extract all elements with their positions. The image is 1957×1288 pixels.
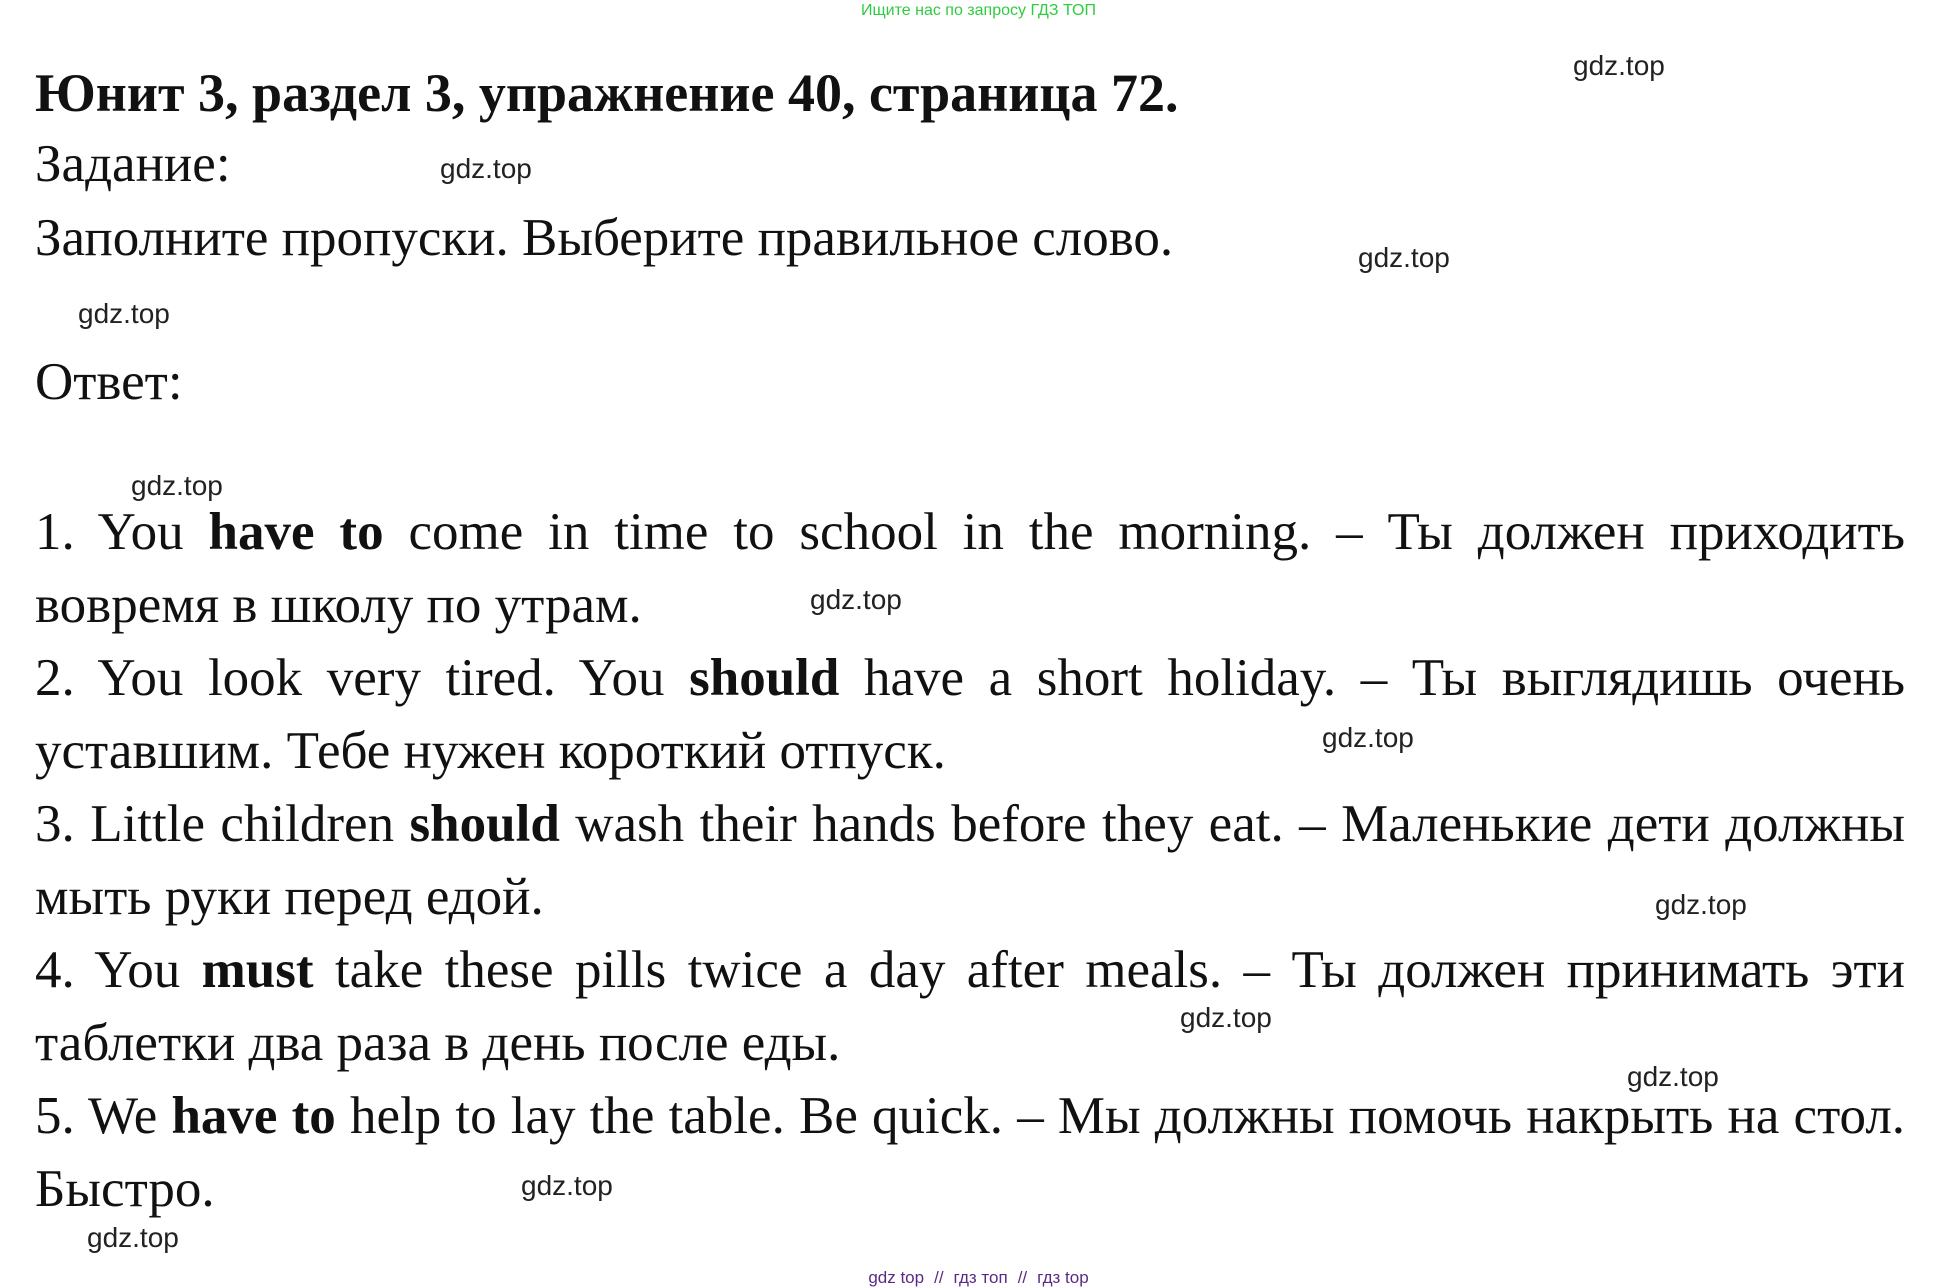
watermark: gdz.top xyxy=(1358,242,1450,273)
answer-highlight: should xyxy=(409,795,560,853)
watermark: gdz.top xyxy=(1180,1002,1272,1033)
footer-link-3[interactable]: гдз top xyxy=(1037,1268,1089,1287)
answer-text-before: You xyxy=(97,503,184,561)
answer-text-before: We xyxy=(87,1087,158,1145)
footer-link-1[interactable]: gdz top xyxy=(868,1268,925,1287)
answer-item-3 xyxy=(35,788,1905,934)
answer-item-5 xyxy=(35,1080,1905,1226)
answer-item-4 xyxy=(35,934,1905,1080)
watermark: gdz.top xyxy=(131,470,223,501)
watermark: gdz.top xyxy=(810,584,902,615)
footer-link-2[interactable]: гдз топ xyxy=(953,1268,1008,1287)
answer-highlight: have to xyxy=(171,1087,336,1145)
answer-text-after: take these pills twice a day after meals. – Ты должен принимать эти таблетки два раза в день после еды. xyxy=(35,941,1905,1072)
footer-separator: // xyxy=(934,1268,944,1287)
page-title: Юнит 3, раздел 3, упражнение 40, страница 72. xyxy=(35,63,1179,123)
answer-highlight: have to xyxy=(208,503,384,561)
watermark: gdz.top xyxy=(1627,1061,1719,1092)
answer-number: 5. xyxy=(35,1087,75,1145)
answer-number: 2. xyxy=(35,649,75,707)
answer-number: 1. xyxy=(35,503,75,561)
watermark: gdz.top xyxy=(1573,50,1665,81)
answer-text-after: have a short holiday. – Ты выглядишь очень уставшим. Тебе нужен короткий отпуск. xyxy=(35,649,1905,780)
answer-highlight: should xyxy=(689,649,840,707)
task-text: Заполните пропуски. Выберите правильное слово. xyxy=(35,209,1174,267)
task-label: Задание: xyxy=(35,135,231,193)
answer-list xyxy=(35,496,1905,1226)
answer-text-after: help to lay the table. Be quick. – Мы должны помочь накрыть на стол. Быстро. xyxy=(35,1087,1906,1218)
footer-separator: // xyxy=(1017,1268,1028,1287)
watermark: gdz.top xyxy=(1322,722,1414,753)
answer-text-before: Little children xyxy=(90,795,395,853)
answer-text-before: You look very tired. You xyxy=(97,649,665,707)
watermark: gdz.top xyxy=(87,1222,179,1253)
watermark: gdz.top xyxy=(78,298,170,329)
answer-item-1 xyxy=(35,496,1905,642)
answer-number: 4. xyxy=(35,941,75,999)
footer-links xyxy=(0,1268,1957,1288)
watermark: gdz.top xyxy=(521,1170,613,1201)
answer-number: 3. xyxy=(35,795,75,853)
answer-label: Ответ: xyxy=(35,353,183,411)
search-banner: Ищите нас по запросу ГДЗ ТОП xyxy=(861,2,1096,19)
watermark: gdz.top xyxy=(440,153,532,184)
answer-item-2 xyxy=(35,642,1905,788)
answer-text-after: wash their hands before they eat. – Маленькие дети должны мыть руки перед едой. xyxy=(35,795,1906,926)
answer-highlight: must xyxy=(201,941,314,999)
watermark: gdz.top xyxy=(1655,889,1747,920)
answer-text-after: come in time to school in the morning. – Ты должен приходить вовремя в школу по утрам. xyxy=(35,503,1905,634)
answer-text-before: You xyxy=(94,941,181,999)
